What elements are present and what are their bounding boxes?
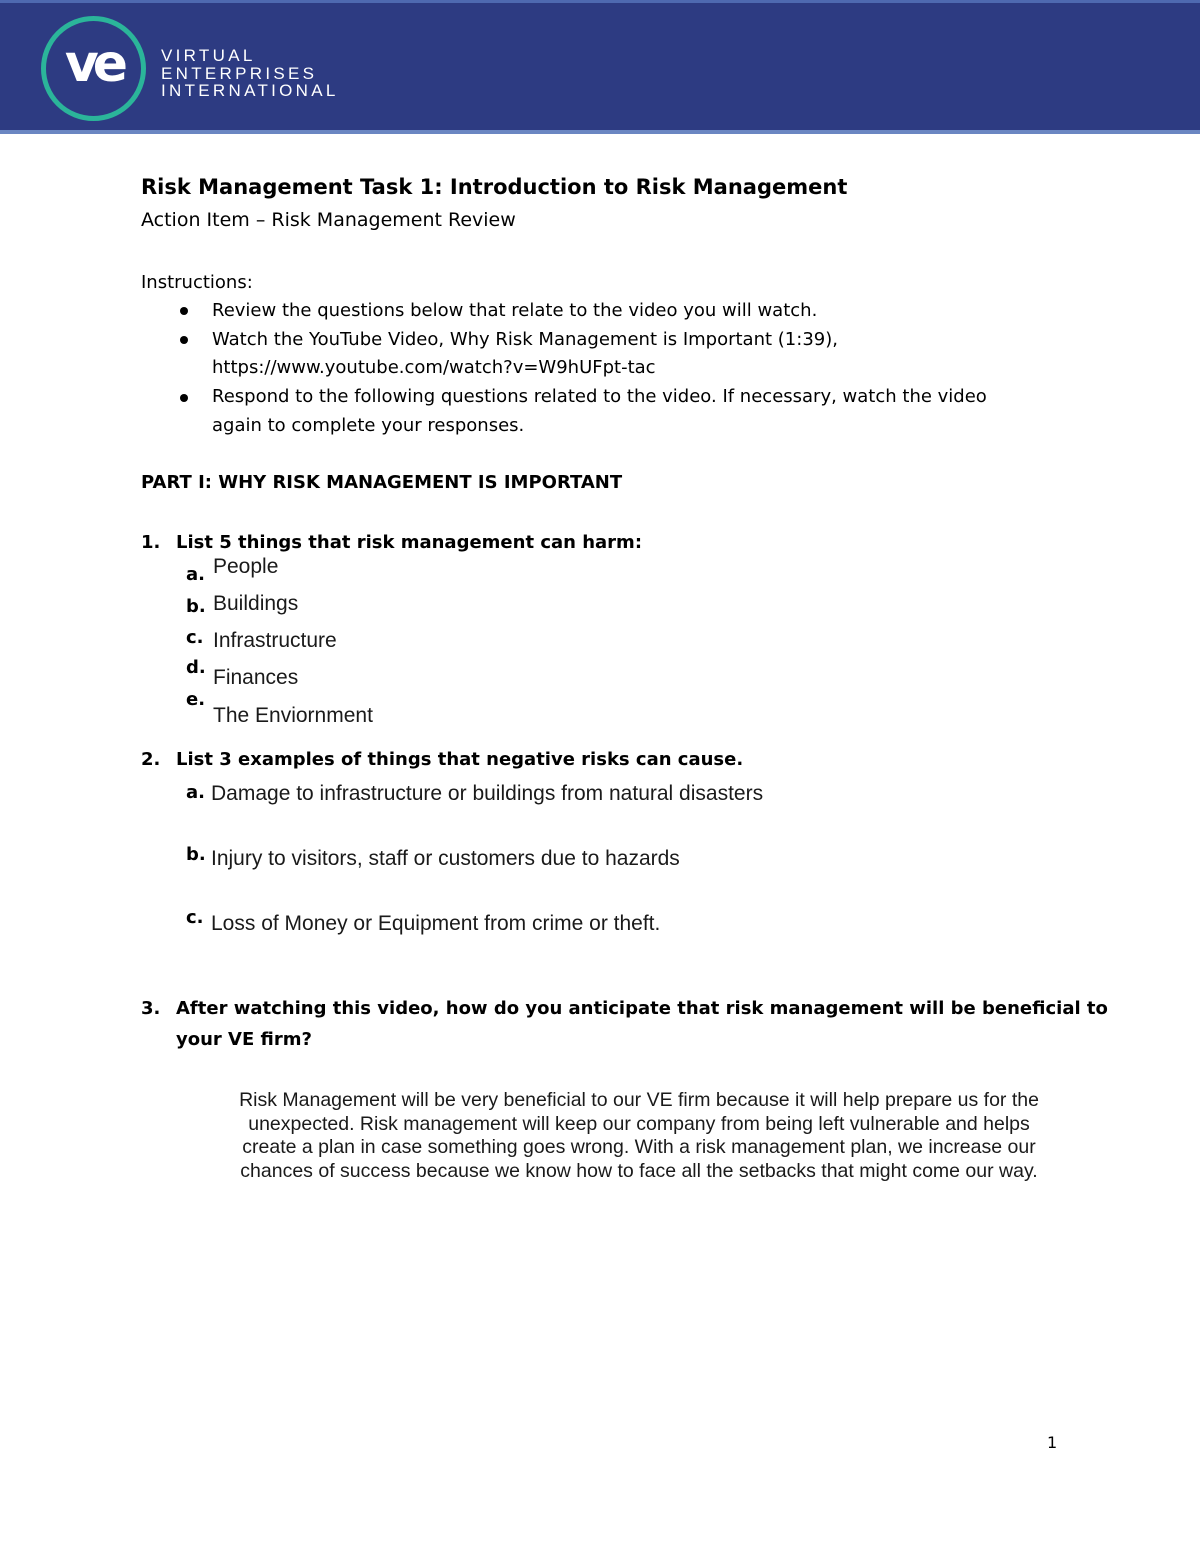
instruction-3-cont: again to complete your responses. xyxy=(212,415,525,436)
question-1-text: List 5 things that risk management can harm: xyxy=(176,532,643,553)
question-3-text-line-2: your VE firm? xyxy=(176,1029,312,1050)
q2-letter-b: b. xyxy=(186,844,206,865)
q2-answer-a[interactable]: Damage to infrastructure or buildings from natural disasters xyxy=(211,782,764,805)
page-number: 1 xyxy=(1047,1433,1058,1452)
q2-answer-b[interactable]: Injury to visitors, staff or customers due to hazards xyxy=(211,847,680,870)
instruction-1: Review the questions below that relate to the video you will watch. xyxy=(212,300,818,321)
q3-answer-line-3: create a plan in case something goes wrong. With a risk management plan, we increase our xyxy=(242,1136,1036,1158)
brand-line-3: INTERNATIONAL xyxy=(161,81,339,100)
instructions-heading: Instructions: xyxy=(141,272,253,293)
video-link[interactable]: https://www.youtube.com/watch?v=W9hUFpt-tac xyxy=(212,357,656,378)
q1-letter-c: c. xyxy=(186,627,204,648)
q1-letter-a: a. xyxy=(186,564,205,585)
ve-logo xyxy=(41,16,146,121)
instruction-2: Watch the YouTube Video, Why Risk Management is Important (1:39), xyxy=(212,329,838,350)
q1-letter-b: b. xyxy=(186,596,206,617)
logo-mark: ve xyxy=(64,34,123,94)
q3-answer-line-2: unexpected. Risk management will keep our company from being left vulnerable and helps xyxy=(248,1112,1030,1135)
q3-answer-line-1: Risk Management will be very beneficial to our VE firm because it will help prepare us for the xyxy=(239,1089,1039,1111)
q1-answer-b[interactable]: Buildings xyxy=(213,592,299,615)
q1-answer-a[interactable]: People xyxy=(213,555,279,578)
header-banner xyxy=(0,0,1200,130)
q2-letter-c: c. xyxy=(186,907,204,928)
q1-answer-e[interactable]: The Enviornment xyxy=(213,704,373,727)
instruction-3: Respond to the following questions related to the video. If necessary, watch the video xyxy=(212,386,987,407)
header-rule xyxy=(0,130,1200,134)
q1-letter-e: e. xyxy=(186,689,206,710)
bullet-1 xyxy=(180,307,188,315)
question-2-number: 2. xyxy=(141,749,161,770)
q2-answer-c[interactable]: Loss of Money or Equipment from crime or theft. xyxy=(211,912,661,935)
question-3-number: 3. xyxy=(141,998,161,1019)
q2-letter-a: a. xyxy=(186,782,205,803)
q1-answer-c[interactable]: Infrastructure xyxy=(213,629,337,652)
q3-answer-line-4: chances of success because we know how to face all the setbacks that might come our way. xyxy=(240,1159,1038,1182)
brand-line-2: ENTERPRISES xyxy=(161,63,318,83)
question-3-text-line-1: After watching this video, how do you anticipate that risk management will be beneficial to xyxy=(176,998,1108,1019)
question-2-text: List 3 examples of things that negative risks can cause. xyxy=(176,749,744,770)
q1-answer-d[interactable]: Finances xyxy=(213,666,299,689)
brand-line-1: VIRTUAL xyxy=(161,46,256,65)
bullet-2 xyxy=(180,336,188,344)
page-subtitle: Action Item – Risk Management Review xyxy=(141,209,516,231)
brand-name xyxy=(161,47,339,100)
q3-answer[interactable] xyxy=(200,1089,1078,1183)
bullet-3 xyxy=(180,394,188,402)
page-title: Risk Management Task 1: Introduction to Risk Management xyxy=(141,175,848,199)
question-1-number: 1. xyxy=(141,532,161,553)
q1-letter-d: d. xyxy=(186,657,206,678)
part-heading: PART I: WHY RISK MANAGEMENT IS IMPORTANT xyxy=(141,472,623,493)
